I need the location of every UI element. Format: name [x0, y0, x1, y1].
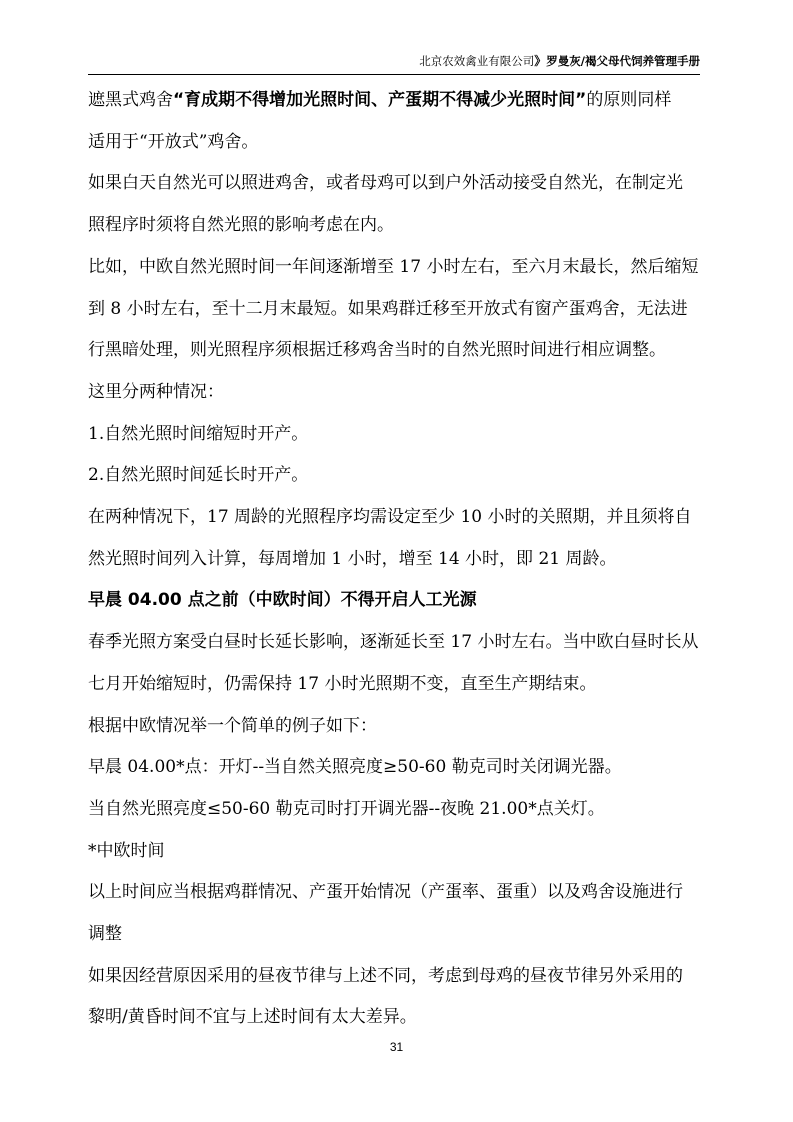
para7: 根据中欧情况举一个简单的例子如下：	[88, 715, 377, 736]
para3-line2: 到 8 小时左右，至十二月末最短。如果鸡群迁移至开放式有窗产蛋鸡舍，无法进	[88, 298, 688, 319]
para1-line1	[88, 80, 748, 122]
header-manual-title: 罗曼灰/褐父母代饲养管理手册	[546, 54, 700, 68]
para6-line2: 七月开始缩短时，仍需保持 17 小时光照期不变，直至生产期结束。	[88, 673, 597, 694]
para12-line2: 黎明/黄昏时间不宜与上述时间有太大差异。	[88, 1007, 417, 1028]
list-item-1: 1.自然光照时间缩短时开产。	[88, 423, 309, 444]
para2-line2: 照程序时须将自然光照的影响考虑在内。	[88, 215, 394, 236]
header-company: 北京农效禽业有限公司	[419, 54, 535, 68]
para5-line2: 然光照时间列入计算，每周增加 1 小时，增至 14 小时，即 21 周龄。	[88, 548, 617, 569]
section-heading: 早晨 04.00 点之前（中欧时间）不得开启人工光源	[88, 590, 477, 611]
para1-prefix: 遮黑式鸡舍	[88, 90, 173, 110]
para4: 这里分两种情况：	[88, 381, 224, 402]
list-item-2: 2.自然光照时间延长时开产。	[88, 465, 309, 486]
para6-line1: 春季光照方案受白昼时长延长影响，逐渐延长至 17 小时左右。当中欧白昼时长从	[88, 632, 699, 653]
para1-bold-quote: “育成期不得增加光照时间、产蛋期不得减少光照时间”	[173, 90, 587, 110]
para5-line1: 在两种情况下，17 周龄的光照程序均需设定至少 10 小时的关照期，并且须将自	[88, 507, 692, 528]
para8: 早晨 04.00*点：开灯--当自然关照亮度≥50-60 勒克司时关闭调光器。	[88, 757, 622, 778]
para1-line2: 适用于“开放式”鸡舍。	[88, 131, 259, 152]
para10-footnote: *中欧时间	[88, 840, 165, 861]
para3-line1: 比如，中欧自然光照时间一年间逐渐增至 17 小时左右，至六月末最长，然后缩短	[88, 256, 699, 277]
page-number: 31	[389, 1040, 404, 1054]
para12-line1: 如果因经营原因采用的昼夜节律与上述不同，考虑到母鸡的昼夜节律另外采用的	[88, 965, 683, 986]
para11-line2: 调整	[88, 924, 122, 945]
para3-line3: 行黑暗处理，则光照程序须根据迁移鸡舍当时的自然光照时间进行相应调整。	[88, 340, 666, 361]
para2-line1: 如果白天自然光可以照进鸡舍，或者母鸡可以到户外活动接受自然光，在制定光	[88, 173, 683, 194]
page-header	[88, 50, 700, 75]
para9: 当自然光照亮度≤50-60 勒克司时打开调光器--夜晚 21.00*点关灯。	[88, 798, 605, 819]
para1-suffix: 的原则同样	[586, 90, 672, 110]
header-separator: 》	[534, 54, 547, 68]
document-body	[88, 80, 748, 1039]
para11-line1: 以上时间应当根据鸡群情况、产蛋开始情况（产蛋率、蛋重）以及鸡舍设施进行	[88, 882, 683, 903]
